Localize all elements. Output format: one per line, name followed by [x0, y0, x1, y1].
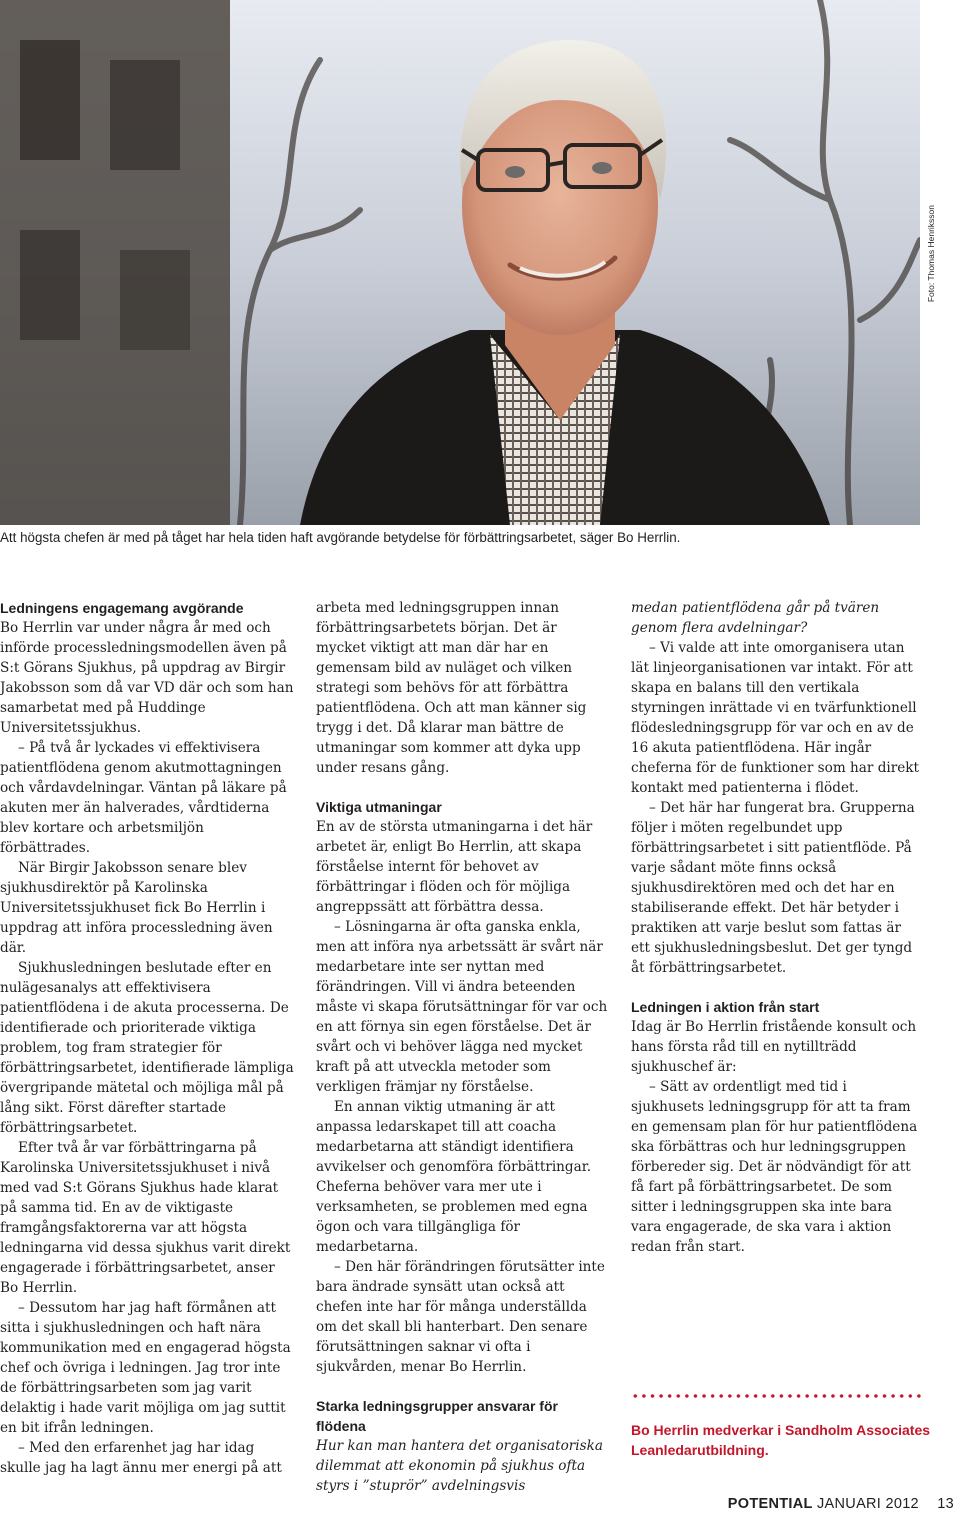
paragraph: – Det här har fungerat bra. Grupperna följer i möten regelbundet upp förbättringsarbetet i sitt patientflöde. På varje sådant möte finns också sjukhusdirektören med och det har en stabiliserande effekt. Det här betyder i praktiken att varje beslut som fattas är ett sjukhusledningsbeslut. Det ger tyngd åt förbättringsarbetet.	[631, 800, 915, 976]
article-column-3	[631, 598, 923, 1257]
article-column-2	[316, 598, 610, 1496]
section-heading: Viktiga utmaningar	[316, 799, 442, 815]
section-heading: Ledningens engagemang avgörande	[0, 600, 244, 616]
paragraph: – Lösningarna är ofta ganska enkla, men att införa nya arbetssätt är svårt när medarbetare inte ser nyttan med förändringen. Vill vi ändra beteenden måste vi skapa förutsättningar för var och en att förnya sin egen förståelse. Det är svårt och vi behöver lägga ned mycket kraft på att utveckla metoder som verkligen främjar ny förståelse.	[316, 919, 608, 1095]
dotted-divider	[631, 1393, 923, 1399]
paragraph: En av de största utmaningarna i det här arbetet är, enligt Bo Herrlin, att skapa förståelse internt för behovet av förbättringar i flöden och för möjliga angreppssätt att förbättra dessa.	[316, 819, 593, 915]
page-footer	[728, 1496, 954, 1512]
portrait-photo	[0, 0, 920, 525]
photo-credit: Foto: Thomas Henriksson	[926, 205, 936, 303]
paragraph: Idag är Bo Herrlin fristående konsult och hans första råd till en nytillträdd sjukhuschef är:	[631, 1019, 917, 1075]
paragraph: – På två år lyckades vi effektivisera patientflödena genom akutmottagningen och vårdavdelningar. Väntan på läkare på akuten mer än halverades, vårdtiderna blev kortare och arbetsmiljön förbättrades.	[0, 740, 287, 856]
page-number: 13	[937, 1496, 954, 1512]
issue-date: JANUARI 2012	[817, 1496, 919, 1512]
paragraph: Efter två år var förbättringarna på Karolinska Universitetssjukhuset i nivå med vad S:t Görans Sjukhus hade klarat på samma tid. En av de viktigaste framgångsfaktorerna var att högsta ledningarna vid dessa sjukhus varit direkt engagerade i förbättringsarbetet, anser Bo Herrlin.	[0, 1140, 291, 1296]
section-heading: Starka ledningsgrupper ansvarar för flödena	[316, 1398, 558, 1434]
paragraph: – Den här förändringen förutsätter inte bara ändrade synsätt utan också att chefen inte har för många underställda om det skall bli hanterbart. Den senare förutsättningen saknar vi ofta i sjukvården, menar Bo Herrlin.	[316, 1259, 605, 1375]
paragraph: När Birgir Jakobsson senare blev sjukhusdirektör på Karolinska Universitetssjukhuset fick Bo Herrlin i uppdrag att införa processledning även där.	[0, 860, 273, 956]
paragraph: arbeta med ledningsgruppen innan förbättringsarbetets början. Det är mycket viktigt att man där har en gemensam bild av nuläget och vilken strategi som behövs för att förbättra patientflödena. Och att man känner sig trygg i det. Då klarar man bättre de utmaningar som kommer att dyka upp under resans gång.	[316, 600, 587, 776]
interview-question: Hur kan man hantera det organisatoriska dilemmat att ekonomin på sjukhus ofta styrs i ”stuprör” avdelningsvis	[316, 1438, 603, 1494]
paragraph: – Vi valde att inte omorganisera utan lät linjeorganisationen var intakt. För att skapa en balans till den vertikala styrningen inrättade vi en tvärfunktionell flödesledningsgrupp för var och en av de 16 akuta patientflödena. Här ingår cheferna för de funktioner som har direkt kontakt med patienterna i flödet.	[631, 640, 920, 796]
photo-caption: Att högsta chefen är med på tåget har hela tiden haft avgörande betydelse för förbättringsarbetet, säger Bo Herrlin.	[0, 530, 681, 545]
portrait-illustration	[0, 0, 920, 525]
paragraph: – Med den erfarenhet jag har idag skulle jag ha lagt ännu mer energi på att	[0, 1440, 282, 1476]
paragraph: Bo Herrlin var under några år med och införde processledningsmodellen även på S:t Görans Sjukhus, på uppdrag av Birgir Jakobsson som då var VD där och som han samarbetat med på Huddinge Universitetssjukhus.	[0, 620, 294, 736]
interview-question: medan patientflödena går på tvären genom flera avdelningar?	[631, 600, 880, 636]
paragraph: En annan viktig utmaning är att anpassa ledarskapet till att coacha medarbetarna att ständigt identifiera avvikelser och genomföra förbättringar. Cheferna behöver vara mer ute i verksamheten, se problemen med egna ögon och vara tillgängliga för medarbetarna.	[316, 1099, 592, 1255]
magazine-name: POTENTIAL	[727, 1496, 813, 1512]
paragraph: – Sätt av ordentligt med tid i sjukhusets ledningsgrupp för att ta fram en gemensam plan för hur patientflödena ska förbättras och hur ledningsgruppen förbereder sig. Det är nödvändigt för att få fart på förbättringsarbetet. De som sitter i ledningsgruppen ska inte bara vara engagerade, de ska vara i aktion redan från start.	[631, 1079, 918, 1255]
article-column-1	[0, 598, 296, 1478]
paragraph: – Dessutom har jag haft förmånen att sitta i sjukhusledningen och haft nära kommunikation med en engagerad högsta chef och övriga i ledningen. Jag tror inte de förbättringsarbeten som jag varit delaktig i hade varit möjliga om jag suttit en bit ifrån ledningen.	[0, 1300, 291, 1436]
paragraph: Sjukhusledningen beslutade efter en nulägesanalys att effektivisera patientflödena i de akuta processerna. De identifierade och prioriterade viktiga problem, tog fram strategier för förbättringsarbetet, identifierade lämpliga övergripande mätetal och möjliga mål på lång sikt. Först därefter startade förbättringsarbetet.	[0, 960, 294, 1136]
section-heading: Ledningen i aktion från start	[631, 999, 820, 1015]
promo-note: Bo Herrlin medverkar i Sandholm Associates Leanledarutbildning.	[631, 1422, 931, 1458]
